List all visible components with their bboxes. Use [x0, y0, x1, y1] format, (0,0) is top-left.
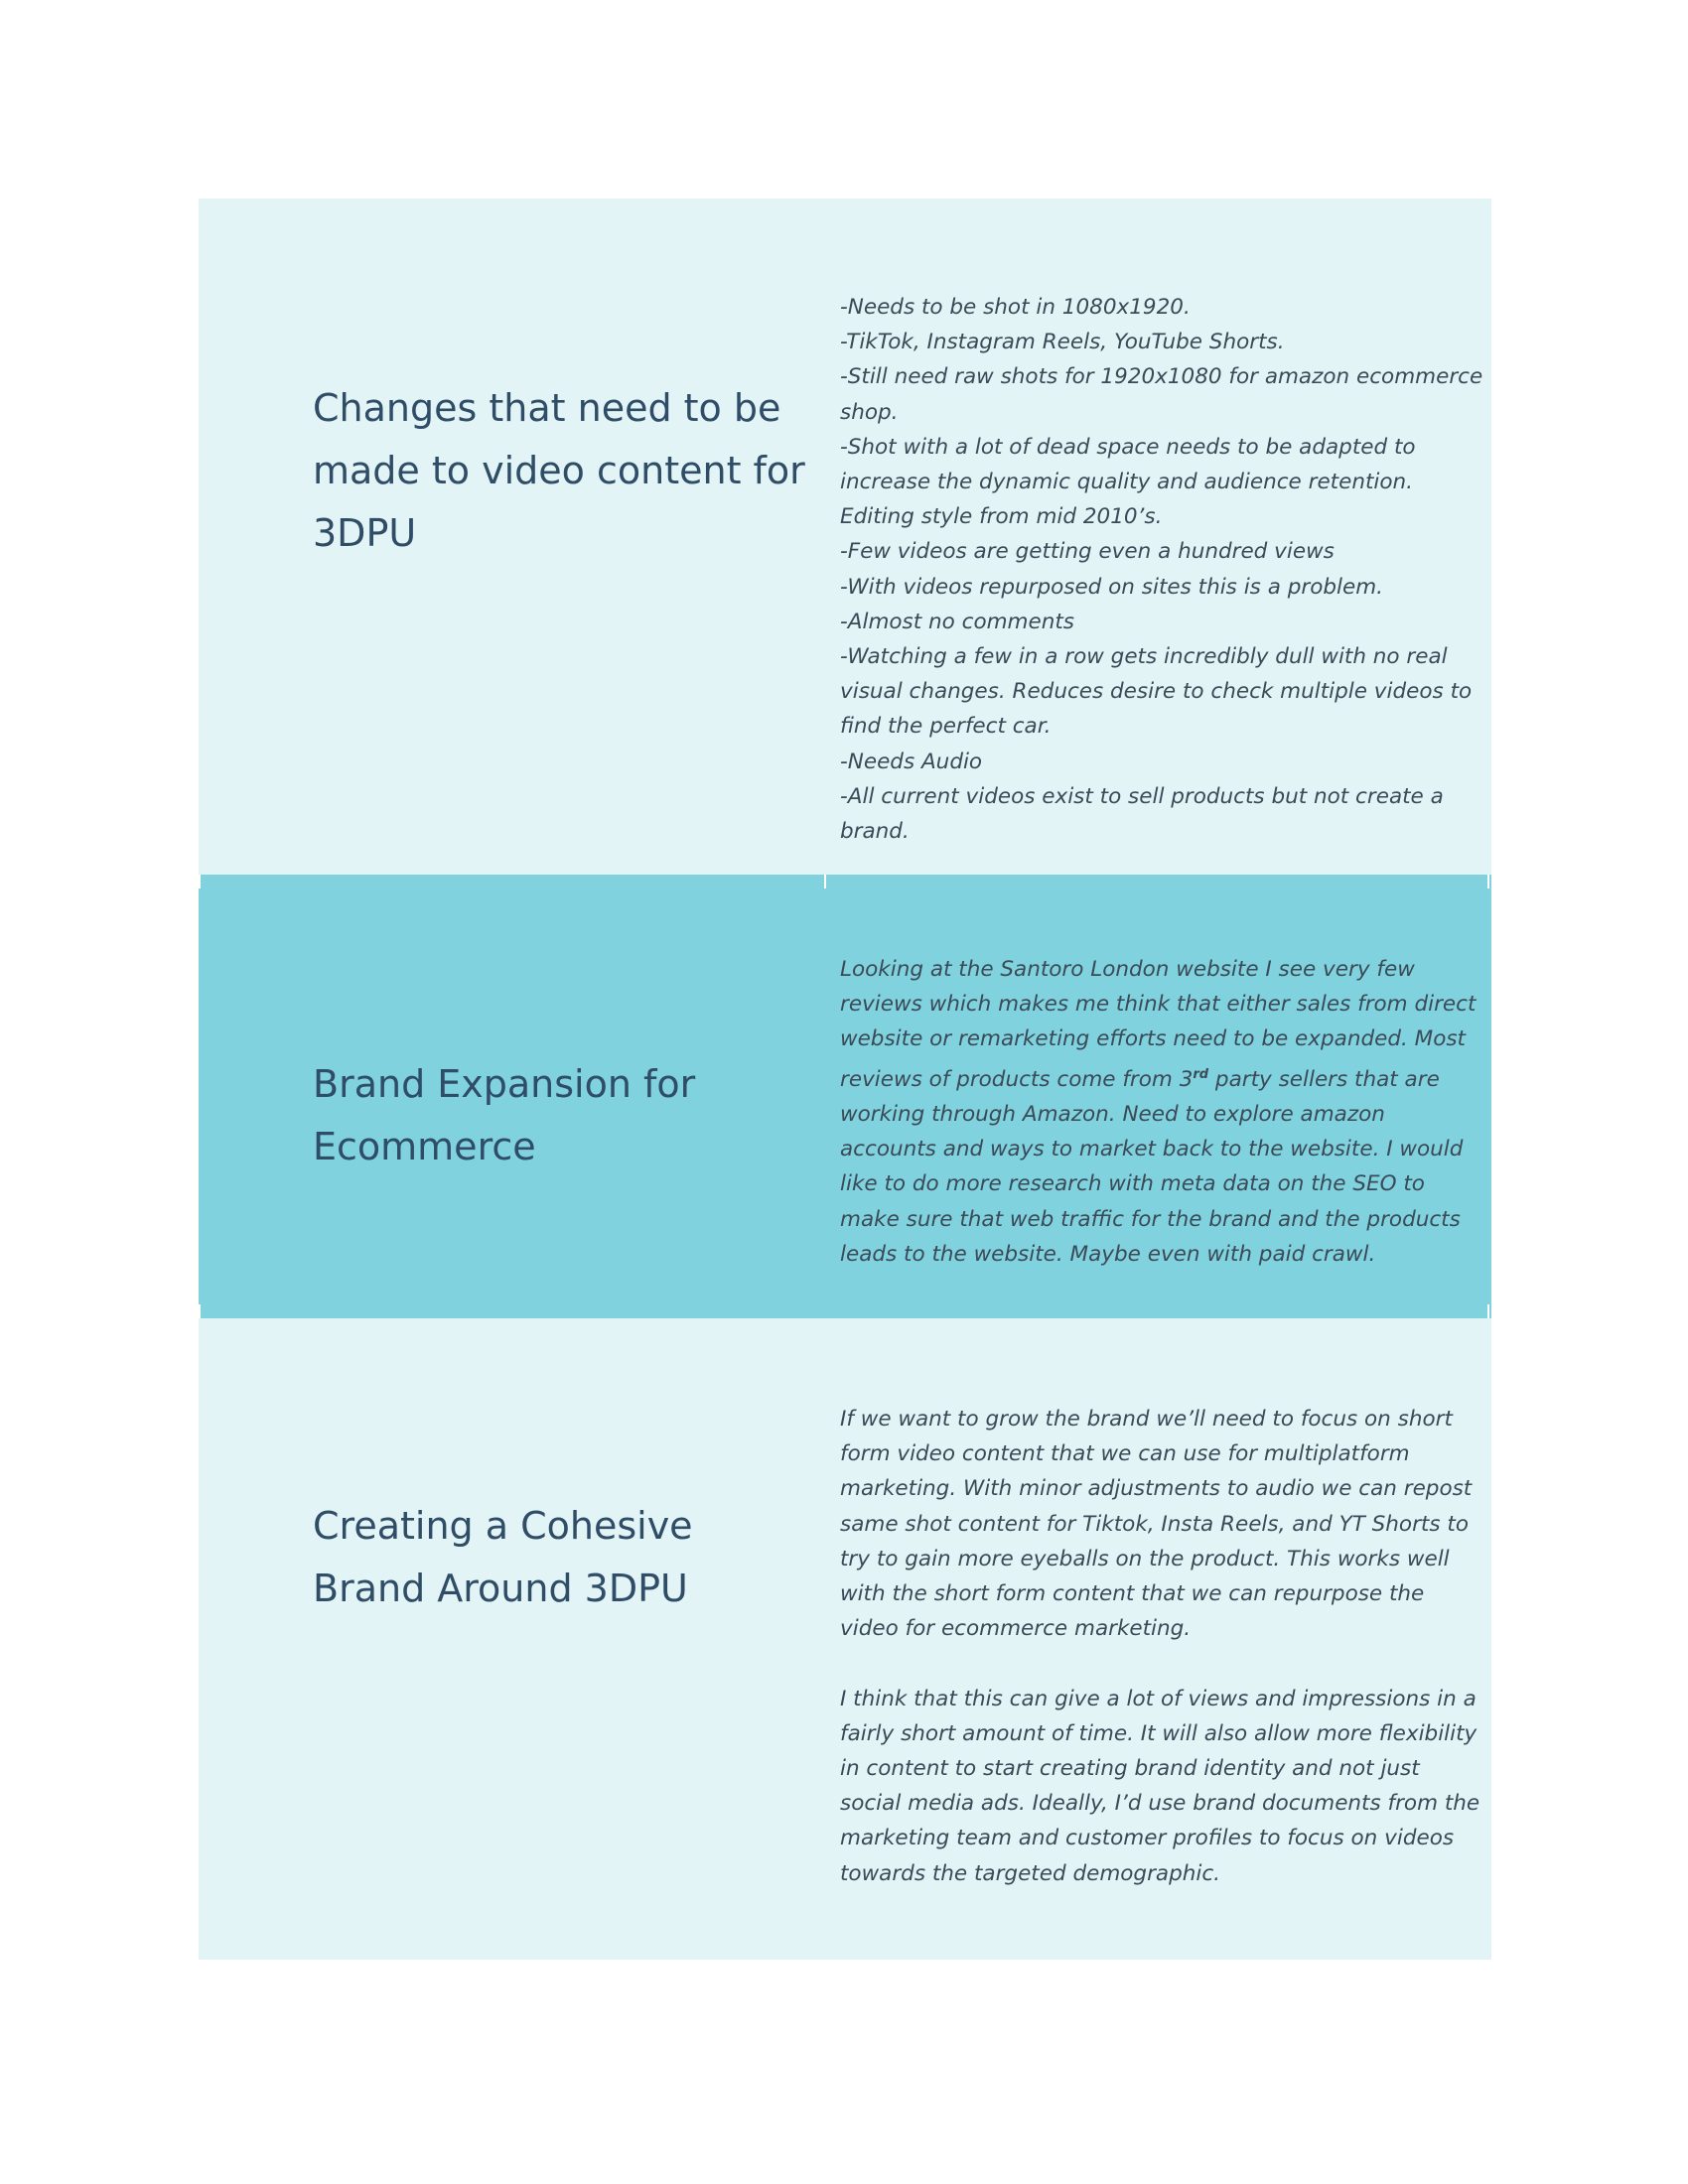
- bullet-line: -Watching a few in a row gets incredibly dull with no real visual changes. Reduces desire to check multiple videos to find the perfect car.: [840, 644, 1473, 740]
- cell-divider: [199, 875, 201, 888]
- cell-divider: [1487, 875, 1489, 888]
- section-body: [840, 952, 1485, 1272]
- table-row-cohesive-brand: [199, 1318, 1491, 1960]
- section-heading: Brand Expansion for Ecommerce: [313, 1062, 696, 1168]
- bullet-line: -Almost no comments: [840, 609, 1074, 634]
- paragraph-gap: [840, 1646, 1485, 1681]
- body-text-part: party sellers that are working through Amazon. Need to explore amazon accounts and ways to market back to the website. I would like to do more research with meta data on the SEO to make sure that web traffic for the brand and the products leads to the website. Maybe even with paid crawl.: [840, 1066, 1464, 1267]
- cell-divider: [824, 875, 826, 888]
- paragraph: If we want to grow the brand we’ll need to focus on short form video content that we can use for multiplatform marketing. With minor adjustments to audio we can repost same shot content for Tiktok, Insta Reels, and YT Shorts to try to gain more eyeballs on the product. This works well with the short form content that we can repurpose the video for ecommerce marketing.: [840, 1407, 1473, 1642]
- bullet-line: -With videos repurposed on sites this is a problem.: [840, 574, 1383, 600]
- section-body: [840, 290, 1485, 849]
- table-row-video-changes: [199, 199, 1491, 875]
- table-row-brand-expansion: [199, 875, 1491, 1318]
- bullet-line: -Needs Audio: [840, 749, 983, 774]
- section-heading: Changes that need to be made to video content for 3DPU: [313, 386, 805, 555]
- bullet-line: -All current videos exist to sell products but not create a brand.: [840, 783, 1444, 845]
- ordinal-superscript: rd: [1193, 1066, 1209, 1082]
- bullet-line: -Still need raw shots for 1920x1080 for amazon ecommerce shop.: [840, 364, 1483, 425]
- section-body: [840, 1402, 1485, 1891]
- body-text-part: Looking at the Santoro London website I see very few reviews which makes me think that either sales from direct website or remarketing efforts need to be expanded. Most reviews of products come from 3: [840, 957, 1477, 1092]
- bullet-line: -Needs to be shot in 1080x1920.: [840, 295, 1191, 320]
- section-heading: Creating a Cohesive Brand Around 3DPU: [313, 1504, 693, 1610]
- cell-divider: [1487, 1304, 1489, 1318]
- cell-divider: [199, 1304, 201, 1318]
- bullet-line: -Shot with a lot of dead space needs to be adapted to increase the dynamic quality and audience retention. Editing style from mid 2010’s.: [840, 434, 1416, 530]
- content-table: [199, 199, 1491, 1960]
- bullet-line: -TikTok, Instagram Reels, YouTube Shorts.: [840, 330, 1285, 355]
- paragraph: I think that this can give a lot of views and impressions in a fairly short amount of time. It will also allow more flexibility in content to start creating brand identity and not just social media ads. Ideally, I’d use brand documents from the marketing team and customer profiles to focus on videos towards the targeted demographic.: [840, 1686, 1480, 1886]
- bullet-line: -Few videos are getting even a hundred views: [840, 539, 1335, 565]
